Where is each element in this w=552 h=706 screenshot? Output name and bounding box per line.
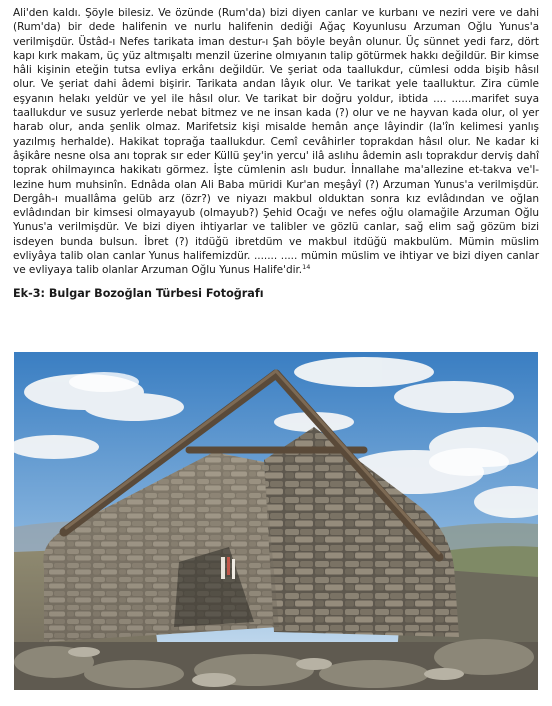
- document-page: [13, 6, 539, 301]
- main-paragraph: [13, 6, 539, 278]
- main-paragraph-text: Ali'den kaldı. Şöyle bilesiz. Ve özünde (Rum'da) bizi diyen canlar ve kurbanı ve neziri vere ve dahi (Rum'da) bir dede halifenin ve nurlu halifenin dediği Ağaç Koyunlusu Arzuman Oğlu Yunus'a verilmişdür. Üstâd-ı Nefes tarikata iman destur-ı Şah böyle beyân olunur. Üç sünnet yedi farz, dört kapı kırk makam, üç yüz altmışaltı menzil üzerine olmıyanın talip götürmek hakkı değildür. Bir kimse hâli kişinin eteğin tutsa evliya erkânı değildür. Ve şeriat oda taallukdur, cümlesi odda bişib hâsıl olur. Ve şeriat dahi âdemi bişirir. Tarikata andan lâyık olur. Ve tarikat yele taalluktur. Zira cümle eşyanın helakı yeldür ve yel ile hâsıl olur. Ve tarikat bir doğru yoldur, ibtida .... ......marifet suya taallukdur ve susuz yerlerde nebat bitmez ve ne insan kada (?) olur ve ne hayvan kada olur, ol yer harab olur, anda şenlik olmaz. Marifetsiz kişi misalde hemân ançe lâyindir (la'în kelimesi yanlış yazılmış herhalde). Hakikat toprağa taallukdur. Cemî cevâhirler toprakdan hâsıl olur. Ne kadar ki âşikâre nesne olsa anı toprak sır eder Küllü şey'in yercu' ilâ aslıhu âdemin aslı toprakdur derviş dahî toprak ohilmayınca hakikatı görmez. İşte cümlenin aslı budur. İnnallahe ma'allezine et-takva ve'l-lezine hum muhsinîn. Ednâda olan Ali Baba müridi Kur'an meşâyî (?) Arzuman Yunus'a verilmişdür. Dergâh-ı muallâma gelüb arz (özr?) ve niyazı makbul olduktan sonra kız evlâdından ve oğlan evlâdından bir kimsesi olmayayub (olmayub?) Şehid Ocağı ve nefes oğlu olamağile Arzuman Oğlu Yunus'a verilmişdür. Ve bizi diyen ihtiyarlar ve talibler ve gözlü canlar, sağ elim sağ gözüm bizi isdeyen bunda bulsun. İbret (?) itdüğü ibretdüm ve makbul itdüğü makbulüm. Mümin müslim evliyâya talib olan canlar Yunus halifemizdür. ....... ..... mümin müslim ve ihtiyar ve bizi diyen canlar ve evliyaya talib olanlar Arzuman Oğlu Yunus Halife'dir.: [13, 7, 539, 277]
- shrine-photograph: [14, 352, 538, 690]
- figure-caption: Ek-3: Bulgar Bozoğlan Türbesi Fotoğrafı: [13, 286, 264, 300]
- footnote-ref[interactable]: 14: [302, 263, 311, 272]
